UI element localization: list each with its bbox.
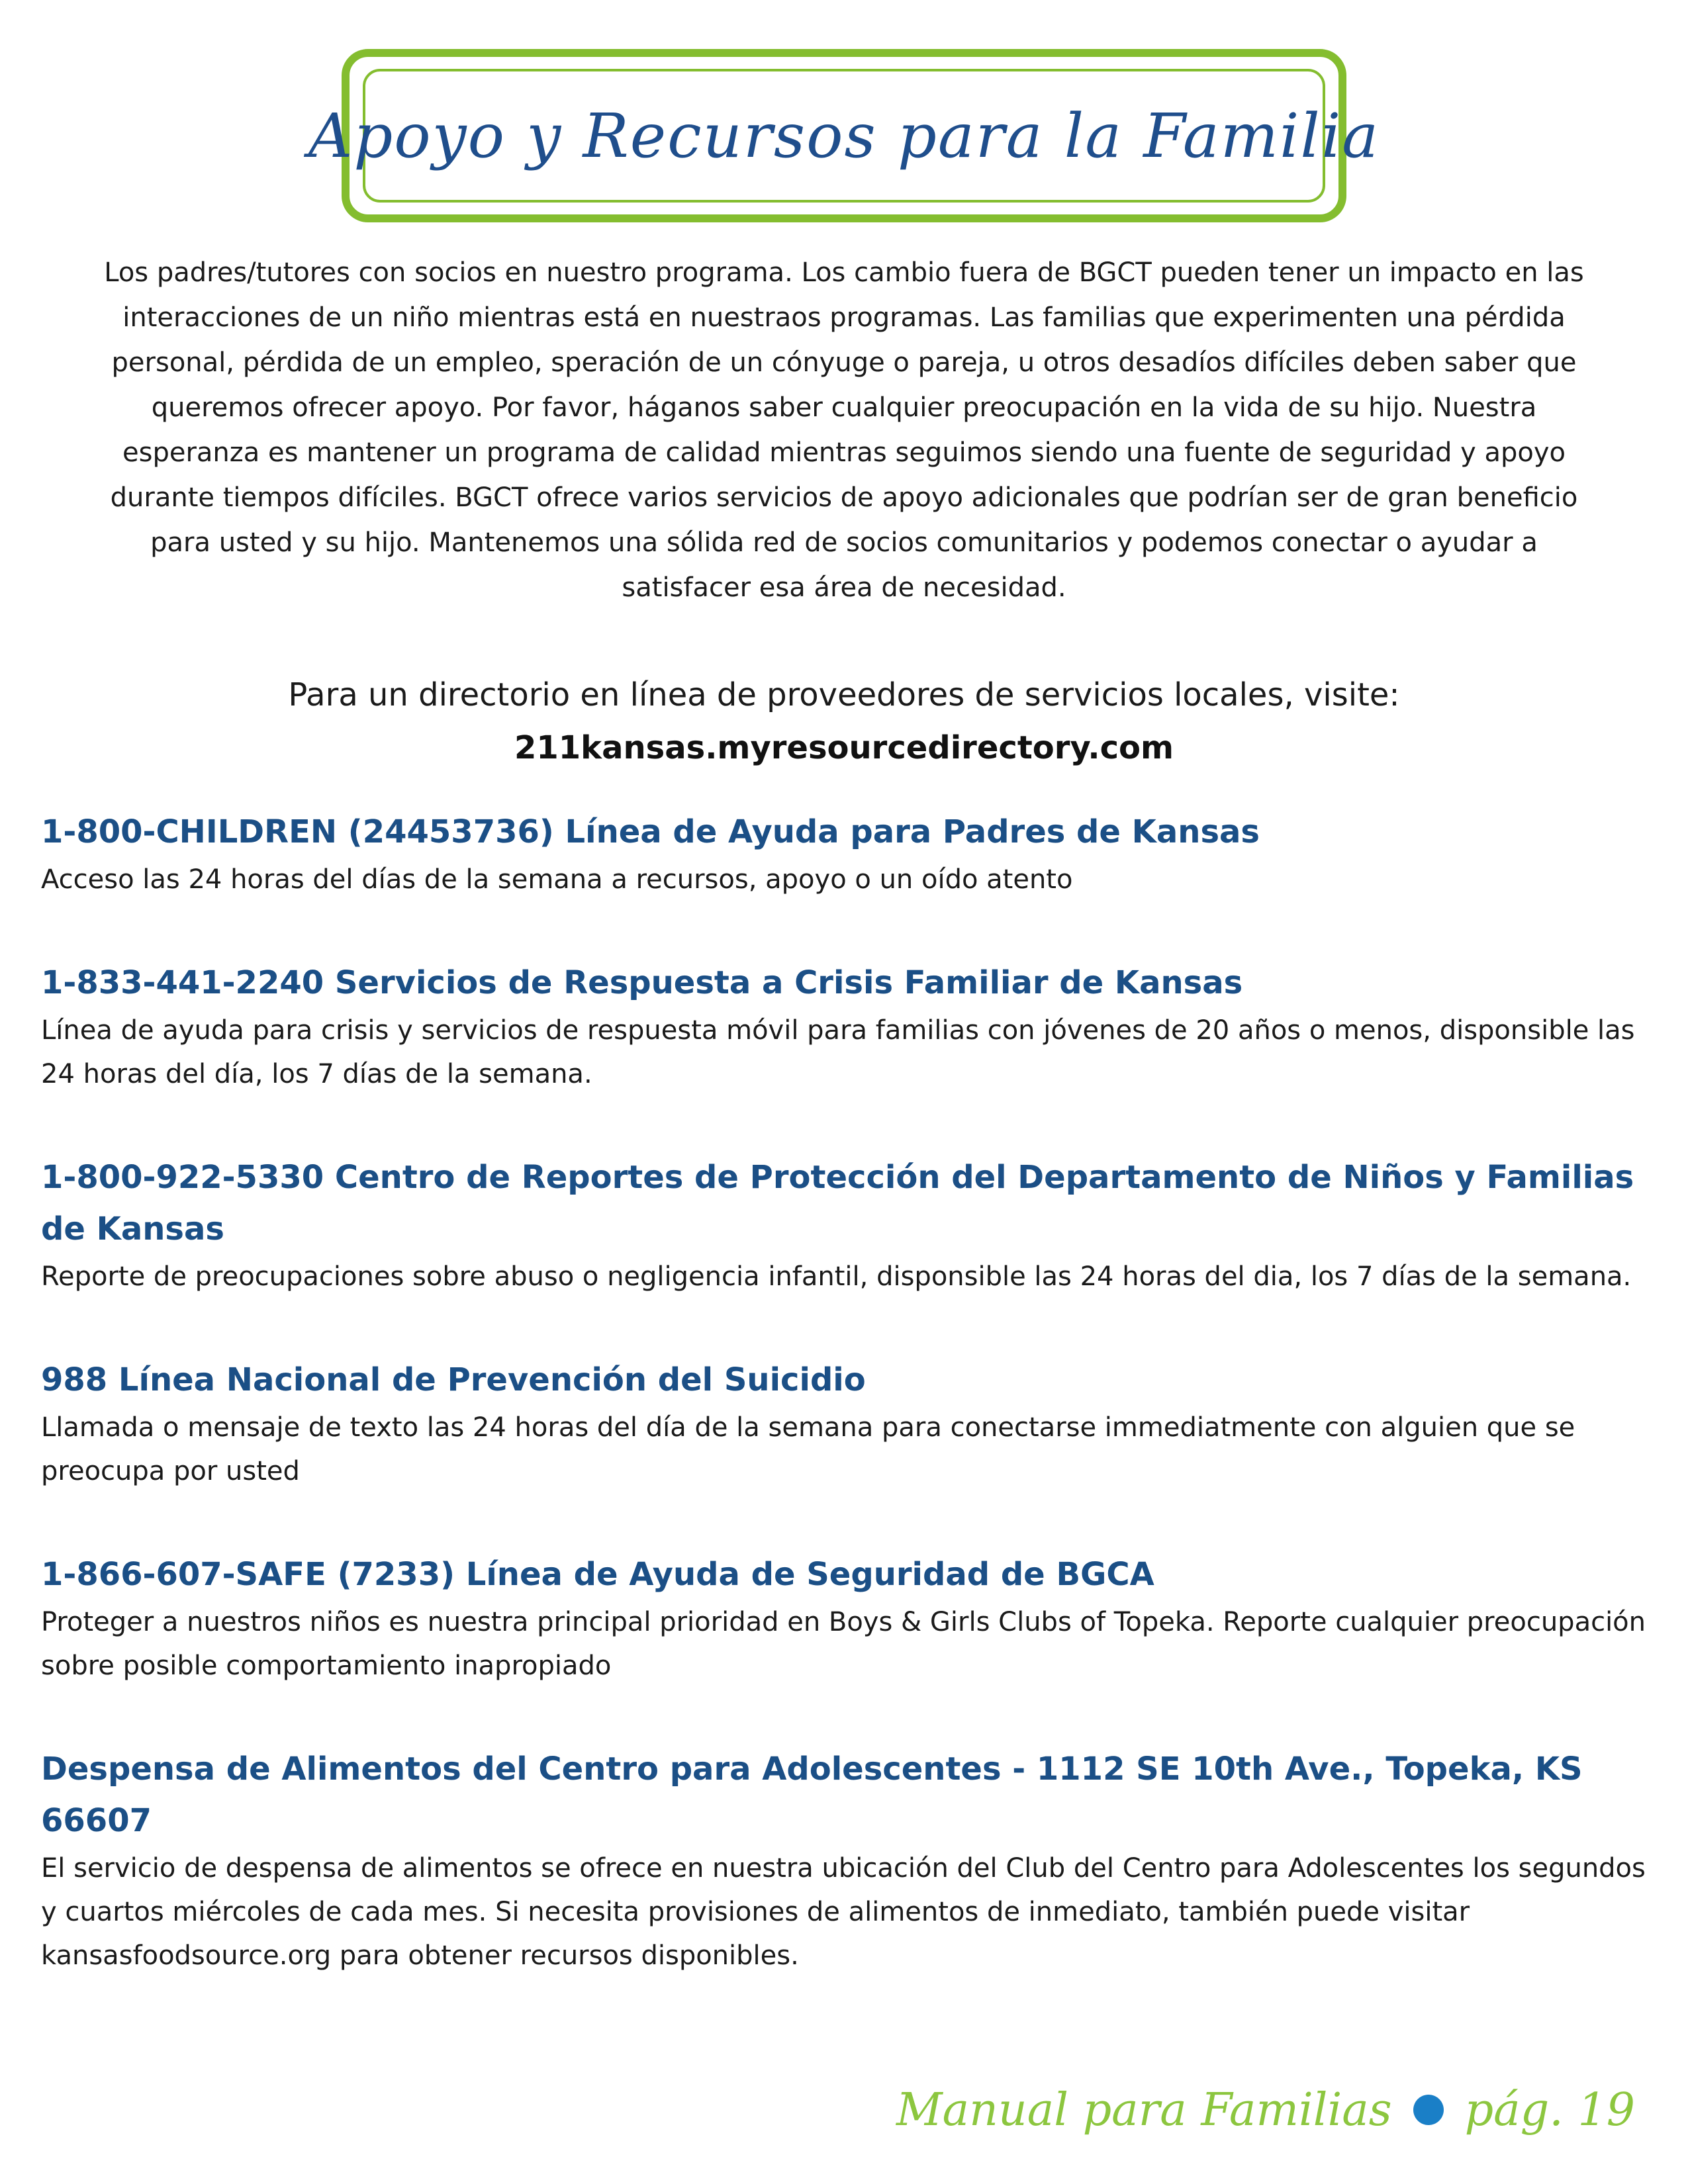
resource-title: 1-800-922-5330 Centro de Reportes de Protección del Departamento de Niños y Familias de Kansas [41,1159,1634,1248]
resource-title: 1-866-607-SAFE (7233) Línea de Ayuda de Seguridad de BGCA [41,1556,1154,1593]
footer-page-number: pág. 19 [1464,2083,1635,2136]
page-footer [896,2077,1635,2143]
resource-protection-report [41,1152,1656,1298]
resource-list [41,806,1656,2033]
footer-manual-label: Manual para Familias [896,2083,1392,2136]
resource-description: Proteger a nuestros niños es nuestra principal prioridad en Boys & Girls Clubs of Topeka. Reporte cualquier preocupación sobre posible comportamiento inapropiado [41,1607,1646,1681]
directory-text: Para un directorio en línea de proveedores de servicios locales, visite: [288,676,1400,713]
intro-paragraph: Los padres/tutores con socios en nuestro programa. Los cambio fuera de BGCT pueden tener un impacto en las interacciones de un niño mientras está en nuestraos programas. Las familias que experimenten una pérdida personal, pérdida de un empleo, speración de un cónyuge o pareja, u otros desadíos difíciles deben saber que queremos ofrecer apoyo. Por favor, háganos saber cualquier preocupación en la vida de su hijo. Nuestra esperanza es mantener un programa de calidad mientras seguimos siendo una fuente de seguridad y apoyo durante tiempos difíciles. BGCT ofrece varios servicios de apoyo adicionales que podrían ser de gran beneficio para usted y su hijo. Mantenemos una sólida red de socios comunitarios y podemos conectar o ayudar a satisfacer esa área de necesidad. [104,257,1584,603]
resource-description: Acceso las 24 horas del días de la semana a recursos, apoyo o un oído atento [41,864,1073,895]
bullet-dot-icon [1413,2095,1444,2125]
directory-section [86,668,1602,774]
resource-description: Llamada o mensaje de texto las 24 horas del día de la semana para conectarse immediatmente con alguien que se preocupa por usted [41,1412,1575,1486]
resource-title: 988 Línea Nacional de Prevención del Suicidio [41,1361,866,1398]
resource-parent-helpline [41,806,1656,901]
resource-description: El servicio de despensa de alimentos se ofrece en nuestra ubicación del Club del Centro para Adolescentes los segundos y cuartos miércoles de cada mes. Si necesita provisiones de alimentos de inmediato, también puede visitar kansasfoodsource.org para obtener recursos disponibles. [41,1853,1646,1971]
resource-title: Despensa de Alimentos del Centro para Adolescentes - 1112 SE 10th Ave., Topeka, KS 66607 [41,1751,1583,1839]
resource-crisis-response [41,957,1656,1096]
resource-description: Línea de ayuda para crisis y servicios de respuesta móvil para familias con jóvenes de 20 años o menos, disponsible las 24 horas del día, los 7 días de la semana. [41,1015,1635,1089]
resource-description: Reporte de preocupaciones sobre abuso o negligencia infantil, disponsible las 24 horas del dia, los 7 días de la semana. [41,1261,1632,1292]
title-frame [308,69,1380,203]
directory-url: 211kansas.myresourcedirectory.com [514,729,1174,766]
resource-title: 1-800-CHILDREN (24453736) Línea de Ayuda para Padres de Kansas [41,813,1260,850]
resource-bgca-safety [41,1549,1656,1688]
resource-title: 1-833-441-2240 Servicios de Respuesta a Crisis Familiar de Kansas [41,964,1243,1001]
resource-food-pantry [41,1743,1656,1978]
page-title: Apoyo y Recursos para la Familia [308,100,1380,171]
resource-suicide-prevention [41,1354,1656,1493]
